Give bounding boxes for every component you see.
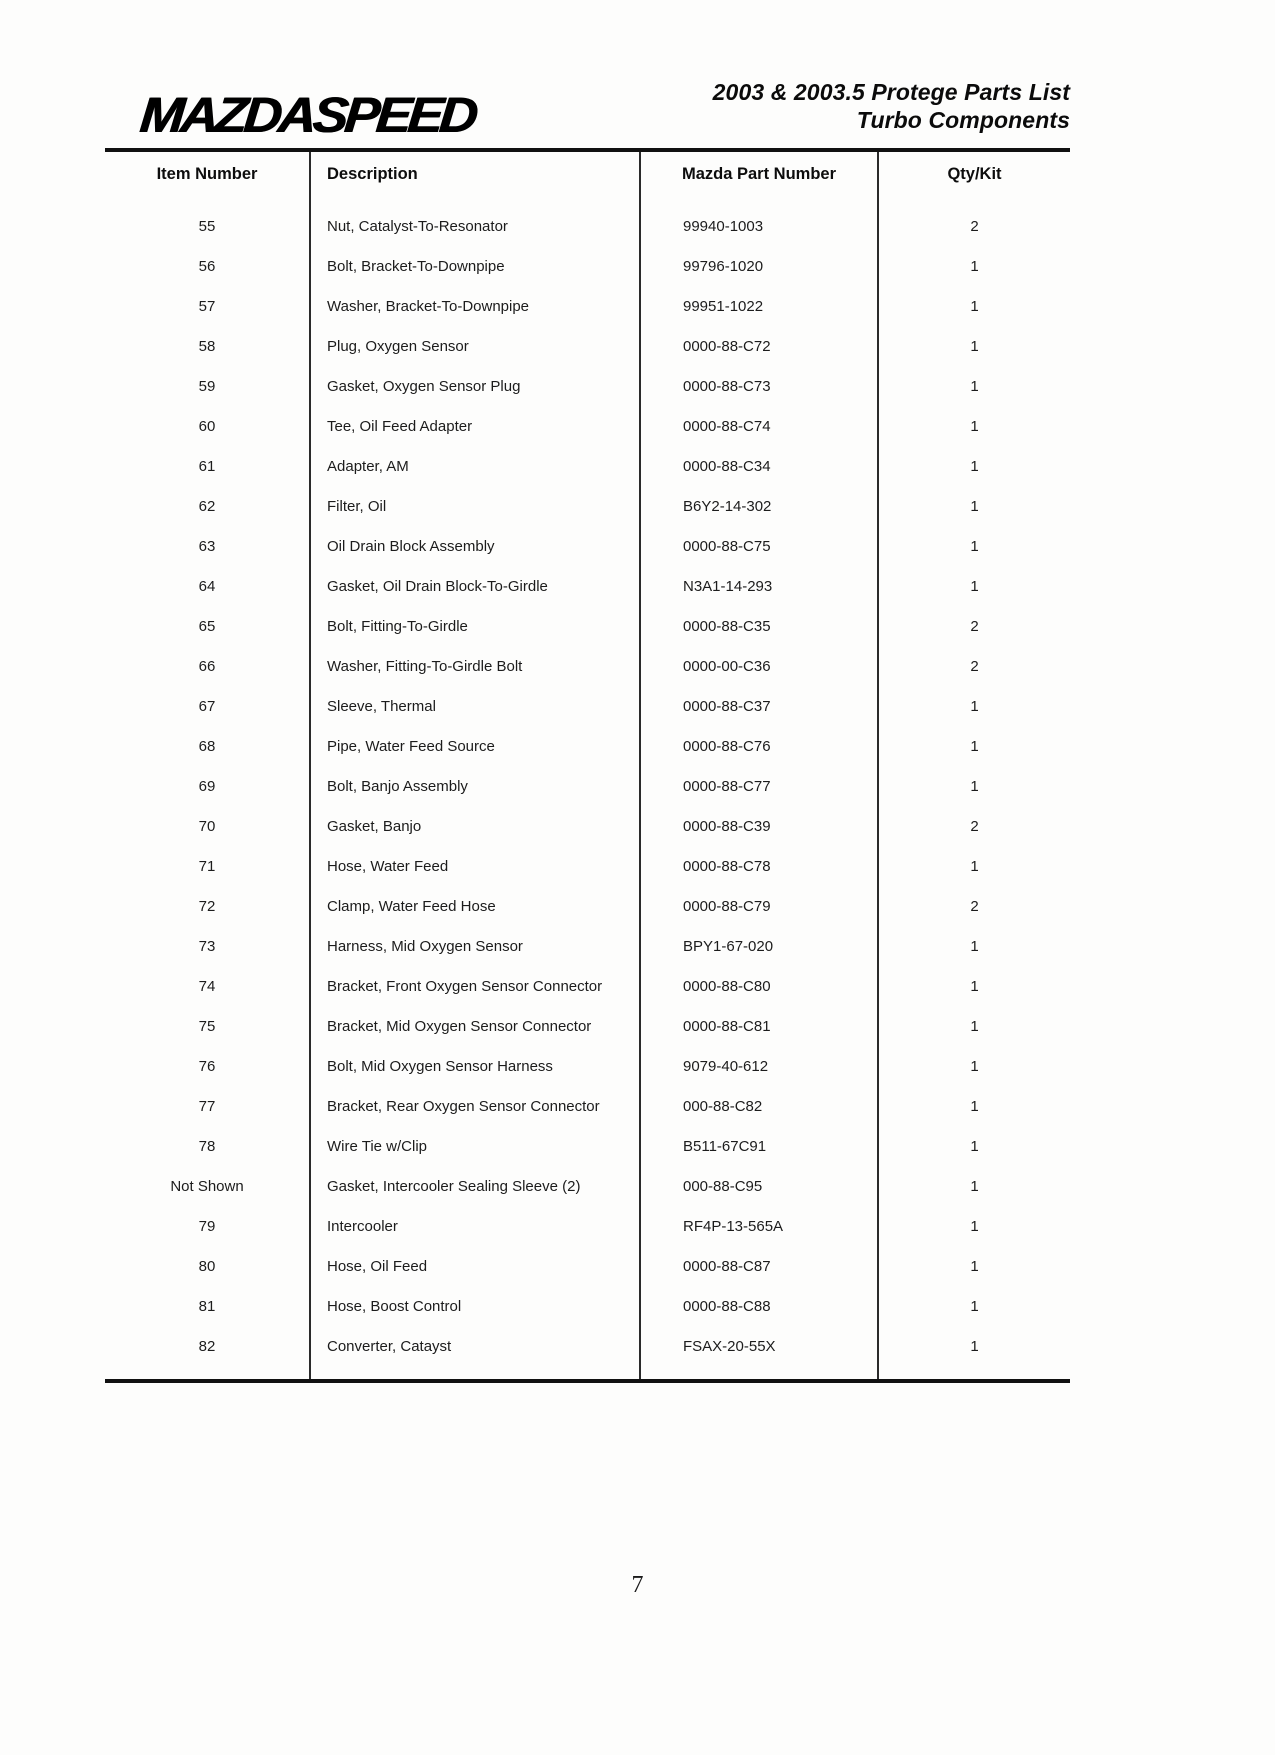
cell-item-number: 65 xyxy=(105,607,310,647)
cell-part-number: 0000-88-C80 xyxy=(640,967,878,1007)
cell-item-number: 67 xyxy=(105,687,310,727)
cell-qty: 1 xyxy=(970,978,979,995)
cell-part-number: 99951-1022 xyxy=(640,287,878,327)
cell-item-number: 64 xyxy=(105,567,310,607)
cell-part-number: B6Y2-14-302 xyxy=(640,487,878,527)
cell-description: Hose, Boost Control xyxy=(310,1287,640,1327)
cell-part-number: 0000-88-C75 xyxy=(640,527,878,567)
cell-item-number: 55 xyxy=(105,198,310,247)
table-row xyxy=(105,1327,1070,1380)
cell-part-number: N3A1-14-293 xyxy=(640,567,878,607)
page-number: 7 xyxy=(631,1572,644,1598)
cell-qty: 1 xyxy=(970,578,979,595)
table-row xyxy=(105,327,1070,367)
table-row xyxy=(105,1207,1070,1247)
cell-description: Washer, Bracket-To-Downpipe xyxy=(310,287,640,327)
cell-qty: 1 xyxy=(970,418,979,435)
cell-description: Adapter, AM xyxy=(310,447,640,487)
page-header xyxy=(105,72,1070,144)
cell-qty: 1 xyxy=(970,738,979,755)
cell-part-number: 0000-88-C35 xyxy=(640,607,878,647)
cell-description: Gasket, Oxygen Sensor Plug xyxy=(310,367,640,407)
cell-item-number: 56 xyxy=(105,247,310,287)
table-row xyxy=(105,887,1070,927)
cell-description: Bracket, Front Oxygen Sensor Connector xyxy=(310,967,640,1007)
table-row xyxy=(105,567,1070,607)
cell-part-number: 0000-88-C77 xyxy=(640,767,878,807)
table-row xyxy=(105,198,1070,247)
cell-item-number: 76 xyxy=(105,1047,310,1087)
cell-item-number: 62 xyxy=(105,487,310,527)
table-row xyxy=(105,847,1070,887)
cell-item-number: 75 xyxy=(105,1007,310,1047)
cell-item-number: 68 xyxy=(105,727,310,767)
cell-qty: 1 xyxy=(970,778,979,795)
table-row xyxy=(105,1087,1070,1127)
cell-qty: 1 xyxy=(970,378,979,395)
cell-item-number: 72 xyxy=(105,887,310,927)
cell-part-number: 0000-88-C37 xyxy=(640,687,878,727)
cell-part-number: 0000-88-C34 xyxy=(640,447,878,487)
cell-item-number: Not Shown xyxy=(105,1167,310,1207)
table-header-row xyxy=(105,152,1070,198)
cell-description: Gasket, Banjo xyxy=(310,807,640,847)
cell-part-number: 9079-40-612 xyxy=(640,1047,878,1087)
cell-item-number: 57 xyxy=(105,287,310,327)
cell-description: Oil Drain Block Assembly xyxy=(310,527,640,567)
cell-item-number: 58 xyxy=(105,327,310,367)
cell-description: Wire Tie w/Clip xyxy=(310,1127,640,1167)
cell-description: Pipe, Water Feed Source xyxy=(310,727,640,767)
cell-item-number: 59 xyxy=(105,367,310,407)
table-row xyxy=(105,727,1070,767)
cell-qty: 1 xyxy=(970,1298,979,1315)
parts-table xyxy=(105,152,1070,1379)
cell-description: Plug, Oxygen Sensor xyxy=(310,327,640,367)
cell-description: Hose, Water Feed xyxy=(310,847,640,887)
table-row xyxy=(105,1047,1070,1087)
parts-table-container xyxy=(105,148,1070,1383)
cell-item-number: 63 xyxy=(105,527,310,567)
column-header-item-number: Item Number xyxy=(105,152,310,198)
table-row xyxy=(105,767,1070,807)
cell-description: Filter, Oil xyxy=(310,487,640,527)
cell-qty: 1 xyxy=(970,538,979,555)
cell-description: Washer, Fitting-To-Girdle Bolt xyxy=(310,647,640,687)
table-bottom-rule xyxy=(105,1379,1070,1383)
table-row xyxy=(105,487,1070,527)
cell-item-number: 80 xyxy=(105,1247,310,1287)
table-row xyxy=(105,1127,1070,1167)
cell-item-number: 69 xyxy=(105,767,310,807)
table-row xyxy=(105,807,1070,847)
column-header-qty-kit: Qty/Kit xyxy=(947,165,1002,183)
cell-qty: 2 xyxy=(970,618,979,635)
table-row xyxy=(105,247,1070,287)
cell-part-number: 0000-00-C36 xyxy=(640,647,878,687)
table-row xyxy=(105,967,1070,1007)
cell-qty: 1 xyxy=(970,1338,979,1355)
cell-qty: 1 xyxy=(970,458,979,475)
cell-description: Hose, Oil Feed xyxy=(310,1247,640,1287)
table-row xyxy=(105,1167,1070,1207)
cell-item-number: 60 xyxy=(105,407,310,447)
cell-description: Gasket, Oil Drain Block-To-Girdle xyxy=(310,567,640,607)
title-line-secondary: Turbo Components xyxy=(856,107,1070,134)
cell-item-number: 77 xyxy=(105,1087,310,1127)
table-row xyxy=(105,1007,1070,1047)
cell-qty: 2 xyxy=(970,898,979,915)
cell-description: Clamp, Water Feed Hose xyxy=(310,887,640,927)
cell-qty: 1 xyxy=(970,1138,979,1155)
cell-part-number: RF4P-13-565A xyxy=(640,1207,878,1247)
cell-part-number: 0000-88-C78 xyxy=(640,847,878,887)
cell-description: Sleeve, Thermal xyxy=(310,687,640,727)
cell-part-number: 99796-1020 xyxy=(640,247,878,287)
cell-qty: 1 xyxy=(970,858,979,875)
table-row xyxy=(105,447,1070,487)
cell-description: Bolt, Fitting-To-Girdle xyxy=(310,607,640,647)
cell-qty: 1 xyxy=(970,258,979,275)
cell-item-number: 78 xyxy=(105,1127,310,1167)
mazdaspeed-logo: MAZDASPEED xyxy=(137,87,477,143)
table-row xyxy=(105,927,1070,967)
table-row xyxy=(105,407,1070,447)
cell-description: Nut, Catalyst-To-Resonator xyxy=(310,198,640,247)
cell-item-number: 66 xyxy=(105,647,310,687)
cell-item-number: 73 xyxy=(105,927,310,967)
cell-item-number: 71 xyxy=(105,847,310,887)
cell-part-number: 0000-88-C76 xyxy=(640,727,878,767)
cell-description: Harness, Mid Oxygen Sensor xyxy=(310,927,640,967)
cell-qty: 1 xyxy=(970,1098,979,1115)
cell-part-number: 0000-88-C81 xyxy=(640,1007,878,1047)
cell-part-number: 0000-88-C87 xyxy=(640,1247,878,1287)
cell-part-number: 0000-88-C72 xyxy=(640,327,878,367)
cell-item-number: 61 xyxy=(105,447,310,487)
cell-item-number: 79 xyxy=(105,1207,310,1247)
cell-description: Tee, Oil Feed Adapter xyxy=(310,407,640,447)
cell-qty: 1 xyxy=(970,1178,979,1195)
cell-part-number: 0000-88-C39 xyxy=(640,807,878,847)
cell-qty: 2 xyxy=(970,218,979,235)
cell-description: Bracket, Rear Oxygen Sensor Connector xyxy=(310,1087,640,1127)
cell-qty: 1 xyxy=(970,1058,979,1075)
table-row xyxy=(105,287,1070,327)
cell-description: Bolt, Mid Oxygen Sensor Harness xyxy=(310,1047,640,1087)
cell-qty: 2 xyxy=(970,658,979,675)
cell-qty: 1 xyxy=(970,1018,979,1035)
parts-table-body xyxy=(105,198,1070,1379)
cell-part-number: 0000-88-C88 xyxy=(640,1287,878,1327)
cell-part-number: 99940-1003 xyxy=(640,198,878,247)
cell-item-number: 81 xyxy=(105,1287,310,1327)
document-title xyxy=(713,78,1070,134)
cell-qty: 2 xyxy=(970,818,979,835)
table-row xyxy=(105,1287,1070,1327)
cell-item-number: 74 xyxy=(105,967,310,1007)
table-row xyxy=(105,527,1070,567)
table-row xyxy=(105,687,1070,727)
table-row xyxy=(105,647,1070,687)
cell-description: Converter, Catayst xyxy=(310,1327,640,1380)
table-row xyxy=(105,607,1070,647)
cell-qty: 1 xyxy=(970,498,979,515)
title-line-primary: 2003 & 2003.5 Protege Parts List xyxy=(712,79,1070,105)
cell-part-number: 000-88-C95 xyxy=(640,1167,878,1207)
cell-description: Gasket, Intercooler Sealing Sleeve (2) xyxy=(310,1167,640,1207)
cell-part-number: FSAX-20-55X xyxy=(640,1327,878,1380)
cell-qty: 1 xyxy=(970,298,979,315)
table-row xyxy=(105,367,1070,407)
cell-part-number: 000-88-C82 xyxy=(640,1087,878,1127)
cell-item-number: 70 xyxy=(105,807,310,847)
cell-part-number: BPY1-67-020 xyxy=(640,927,878,967)
cell-qty: 1 xyxy=(970,1258,979,1275)
cell-item-number: 82 xyxy=(105,1327,310,1380)
cell-qty: 1 xyxy=(970,938,979,955)
cell-qty: 1 xyxy=(970,698,979,715)
cell-description: Bolt, Banjo Assembly xyxy=(310,767,640,807)
column-header-description: Description xyxy=(310,152,640,198)
cell-part-number: 0000-88-C73 xyxy=(640,367,878,407)
cell-description: Bolt, Bracket-To-Downpipe xyxy=(310,247,640,287)
cell-part-number: B511-67C91 xyxy=(640,1127,878,1167)
column-header-mazda-part-number: Mazda Part Number xyxy=(640,152,878,198)
cell-part-number: 0000-88-C74 xyxy=(640,407,878,447)
cell-qty: 1 xyxy=(970,338,979,355)
cell-part-number: 0000-88-C79 xyxy=(640,887,878,927)
cell-description: Bracket, Mid Oxygen Sensor Connector xyxy=(310,1007,640,1047)
cell-description: Intercooler xyxy=(310,1207,640,1247)
cell-qty: 1 xyxy=(970,1218,979,1235)
table-row xyxy=(105,1247,1070,1287)
